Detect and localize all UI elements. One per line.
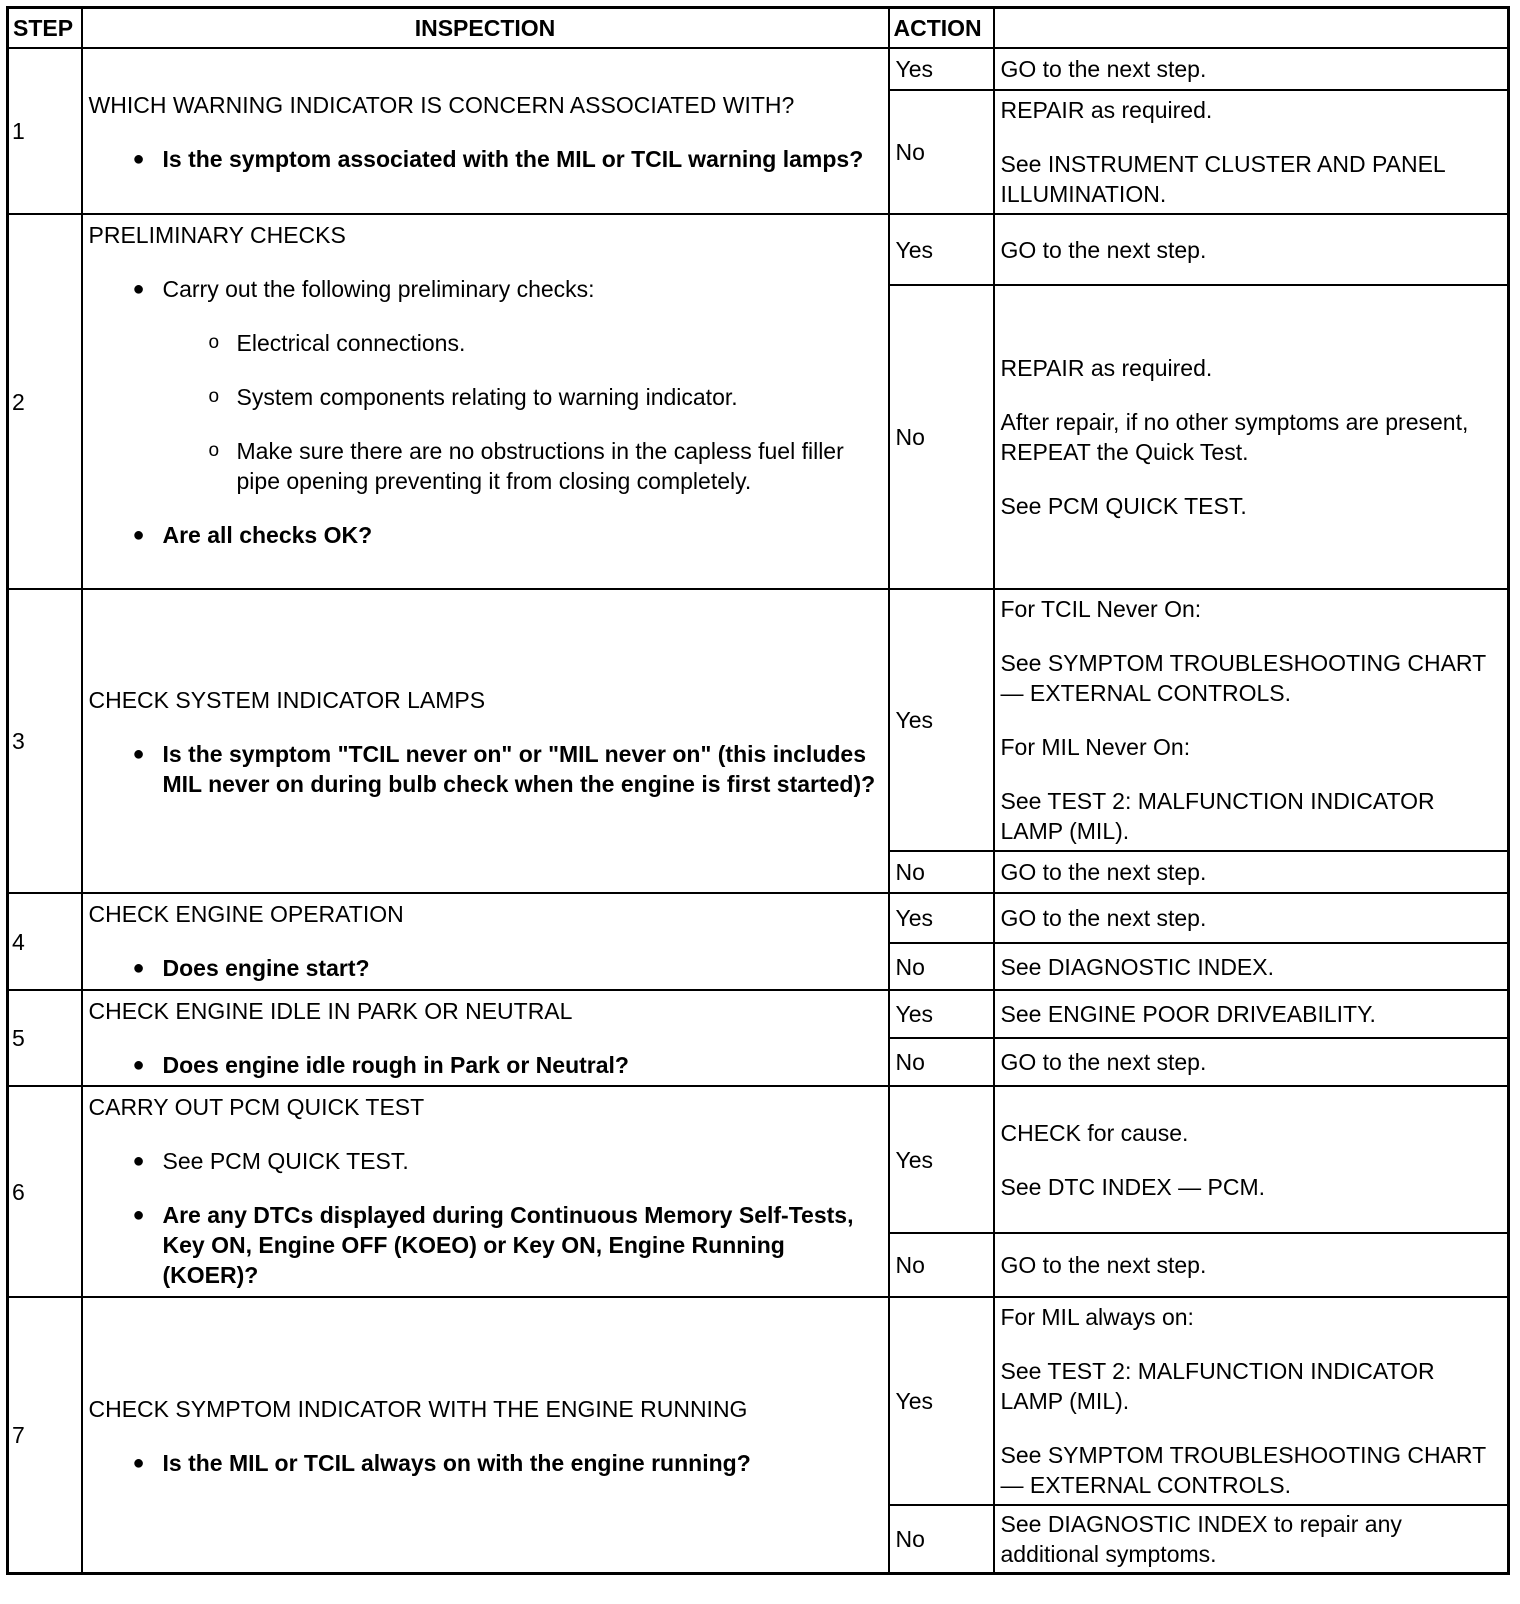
bullet-icon: ● <box>132 1054 145 1076</box>
action-text: See DIAGNOSTIC INDEX to repair any additional symptoms. <box>1000 1511 1402 1567</box>
action-text: CHECK for cause. <box>1000 1119 1189 1146</box>
sub-bullet-icon: o <box>208 440 220 461</box>
step-4-inspection <box>82 893 889 990</box>
bullet-text: Is the symptom associated with the MIL or TCIL warning lamps? <box>162 145 864 172</box>
bullet-text: Are all checks OK? <box>162 522 373 548</box>
action-text: See TEST 2: MALFUNCTION INDICATOR LAMP (MIL). <box>1000 1358 1435 1414</box>
action-text: After repair, if no other symptoms are present, REPEAT the Quick Test. <box>1000 409 1469 465</box>
bullet-text: Is the symptom "TCIL never on" or "MIL never on" (this includes MIL never on during bulb check when the engine is first started)? <box>162 740 876 797</box>
step-heading: PRELIMINARY CHECKS <box>88 222 346 248</box>
action-text: See DTC INDEX — PCM. <box>1000 1173 1266 1200</box>
yes-label: Yes <box>889 589 994 851</box>
yes-action <box>994 214 1509 285</box>
step-4-yes-row <box>8 893 1509 943</box>
action-text: REPAIR as required. <box>1000 97 1213 123</box>
bullet-item <box>133 520 882 550</box>
step-5-yes-row <box>8 990 1509 1038</box>
step-5-inspection <box>82 990 889 1086</box>
no-label: No <box>889 285 994 589</box>
no-action <box>994 90 1509 214</box>
step-heading: CHECK ENGINE OPERATION <box>88 901 404 927</box>
no-label: No <box>889 90 994 214</box>
bullet-item <box>133 274 882 304</box>
header-step: STEP <box>8 8 82 49</box>
no-action <box>994 851 1509 893</box>
sub-bullet-icon: o <box>208 386 220 407</box>
yes-action <box>994 990 1509 1038</box>
diagnostic-table <box>6 6 1510 1575</box>
yes-label: Yes <box>889 1297 994 1505</box>
sub-bullet-item <box>209 328 882 358</box>
step-heading: CHECK SYSTEM INDICATOR LAMPS <box>88 686 486 713</box>
step-1-yes-row <box>8 48 1509 90</box>
bullet-text: Does engine idle rough in Park or Neutral? <box>162 1052 629 1078</box>
yes-action <box>994 893 1509 943</box>
header-blank <box>994 8 1509 49</box>
action-text: See TEST 2: MALFUNCTION INDICATOR LAMP (MIL). <box>1000 788 1435 844</box>
yes-label: Yes <box>889 48 994 90</box>
step-heading: CHECK SYMPTOM INDICATOR WITH THE ENGINE RUNNING <box>88 1395 748 1422</box>
step-3-yes-row <box>8 589 1509 851</box>
bullet-item <box>133 1146 882 1176</box>
step-6-inspection <box>82 1086 889 1297</box>
header-inspection: INSPECTION <box>82 8 889 49</box>
step-number: 3 <box>8 589 82 893</box>
step-2-yes-row <box>8 214 1509 285</box>
header-row <box>8 8 1509 49</box>
yes-action <box>994 1297 1509 1505</box>
bullet-icon: ● <box>132 1204 145 1226</box>
sub-bullet-text: Make sure there are no obstructions in the capless fuel filler pipe opening preventing it from closing completely. <box>236 438 844 494</box>
action-text: For MIL Never On: <box>1000 734 1191 760</box>
sub-bullet-item <box>209 436 882 496</box>
sub-bullet-icon: o <box>208 332 220 353</box>
bullet-item <box>133 1050 882 1080</box>
step-2-inspection <box>82 214 889 589</box>
action-text: See ENGINE POOR DRIVEABILITY. <box>1000 1001 1376 1027</box>
action-text: See SYMPTOM TROUBLESHOOTING CHART — EXTERNAL CONTROLS. <box>1000 1442 1486 1498</box>
no-action <box>994 1233 1509 1297</box>
step-number: 2 <box>8 214 82 589</box>
bullet-icon: ● <box>132 957 145 979</box>
no-label: No <box>889 1505 994 1574</box>
yes-action <box>994 1086 1509 1233</box>
action-text: GO to the next step. <box>1000 236 1207 263</box>
bullet-text: Is the MIL or TCIL always on with the engine running? <box>162 1449 751 1476</box>
action-text: GO to the next step. <box>1000 1252 1207 1278</box>
step-number: 4 <box>8 893 82 990</box>
bullet-text: Are any DTCs displayed during Continuous Memory Self-Tests, Key ON, Engine OFF (KOEO) or Key ON, Engine Running (KOER)? <box>162 1202 854 1288</box>
action-text: See DIAGNOSTIC INDEX. <box>1000 953 1275 980</box>
bullet-text: Does engine start? <box>162 955 370 981</box>
step-7-yes-row <box>8 1297 1509 1505</box>
bullet-item <box>133 1448 882 1478</box>
header-action: ACTION <box>889 8 994 49</box>
no-label: No <box>889 851 994 893</box>
step-3-inspection <box>82 589 889 893</box>
bullet-item <box>133 739 882 799</box>
sub-bullet-item <box>209 382 882 412</box>
no-action <box>994 943 1509 990</box>
no-action <box>994 1505 1509 1574</box>
step-number: 5 <box>8 990 82 1086</box>
action-text: For TCIL Never On: <box>1000 596 1202 622</box>
no-label: No <box>889 1038 994 1086</box>
step-7-inspection <box>82 1297 889 1574</box>
action-text: See INSTRUMENT CLUSTER AND PANEL ILLUMINATION. <box>1000 151 1445 207</box>
no-action <box>994 1038 1509 1086</box>
step-number: 7 <box>8 1297 82 1574</box>
bullet-item <box>133 1200 882 1290</box>
yes-label: Yes <box>889 1086 994 1233</box>
bullet-icon: ● <box>132 147 145 170</box>
bullet-icon: ● <box>132 524 145 546</box>
action-text: GO to the next step. <box>1000 859 1207 885</box>
no-label: No <box>889 1233 994 1297</box>
yes-label: Yes <box>889 990 994 1038</box>
bullet-icon: ● <box>132 1451 145 1474</box>
step-heading: WHICH WARNING INDICATOR IS CONCERN ASSOCIATED WITH? <box>88 91 795 118</box>
no-action <box>994 285 1509 589</box>
action-text: For MIL always on: <box>1000 1304 1194 1330</box>
bullet-text: See PCM QUICK TEST. <box>162 1148 409 1174</box>
no-label: No <box>889 943 994 990</box>
action-text: See SYMPTOM TROUBLESHOOTING CHART — EXTERNAL CONTROLS. <box>1000 650 1486 706</box>
yes-action <box>994 48 1509 90</box>
sub-bullet-text: Electrical connections. <box>236 330 466 356</box>
step-1-inspection <box>82 48 889 214</box>
step-6-yes-row <box>8 1086 1509 1233</box>
yes-action <box>994 589 1509 851</box>
action-text: GO to the next step. <box>1000 56 1207 82</box>
bullet-text: Carry out the following preliminary checks: <box>162 276 595 302</box>
yes-label: Yes <box>889 214 994 285</box>
bullet-icon: ● <box>132 278 145 300</box>
sub-bullet-text: System components relating to warning indicator. <box>236 384 738 410</box>
step-number: 6 <box>8 1086 82 1297</box>
action-text: REPAIR as required. <box>1000 355 1213 381</box>
bullet-item <box>133 953 882 983</box>
bullet-item <box>133 144 882 174</box>
step-heading: CHECK ENGINE IDLE IN PARK OR NEUTRAL <box>88 998 573 1024</box>
yes-label: Yes <box>889 893 994 943</box>
action-text: See PCM QUICK TEST. <box>1000 493 1247 519</box>
step-heading: CARRY OUT PCM QUICK TEST <box>88 1094 425 1120</box>
action-text: GO to the next step. <box>1000 1049 1207 1075</box>
bullet-icon: ● <box>132 742 145 765</box>
step-number: 1 <box>8 48 82 214</box>
bullet-icon: ● <box>132 1150 145 1172</box>
action-text: GO to the next step. <box>1000 905 1207 931</box>
